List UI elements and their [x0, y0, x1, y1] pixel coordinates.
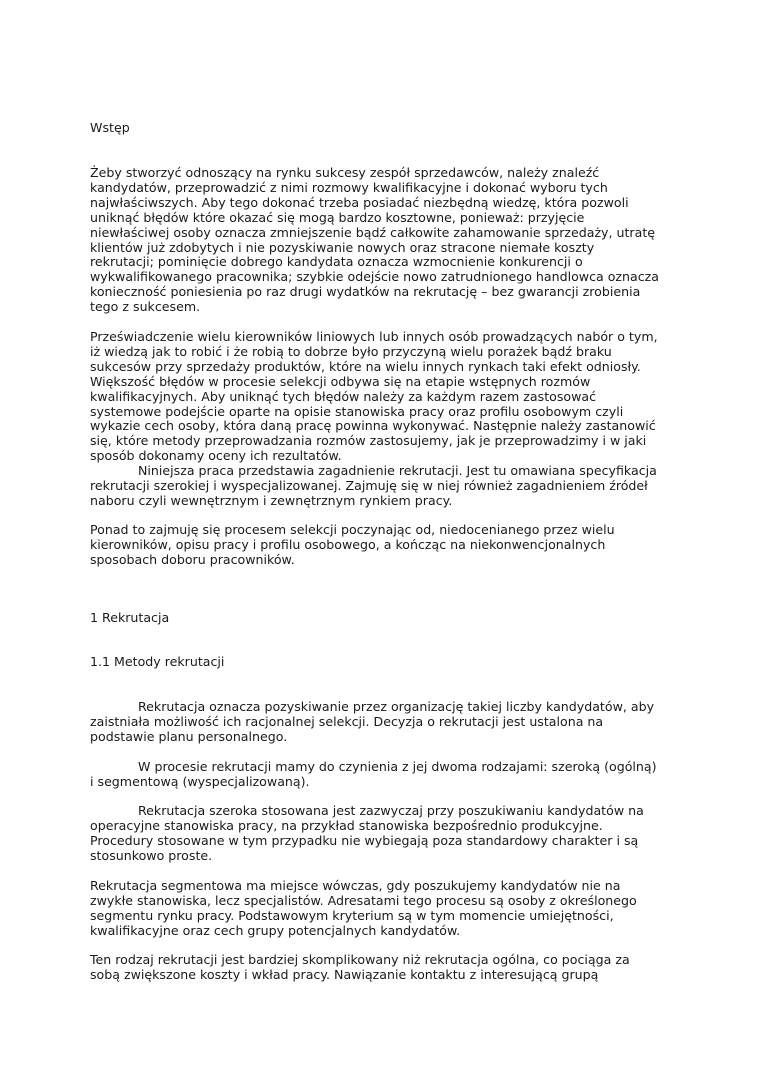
section-heading: 1 Rekrutacja [90, 610, 170, 625]
intro-heading: Wstęp [90, 120, 130, 135]
section-paragraph-5: Ten rodzaj rekrutacji jest bardziej skomplikowany niż rekrutacja ogólna, co pociąga za sobą zwiększone koszty i wkład pracy. Nawiązanie kontaktu z interesującą grupą [90, 952, 630, 982]
section-paragraph-4: Rekrutacja segmentowa ma miejsce wówczas, gdy poszukujemy kandydatów nie na zwykłe stanowiska, lecz specjalistów. Adresatami tego procesu są osoby z określonego segmentu rynku pracy. Podstawowym kryterium są w tym momencie umiejętności, kwalifikacyjne oraz cech grupy potencjalnych kandydatów. [90, 878, 637, 938]
intro-paragraph-2: Przeświadczenie wielu kierowników liniowych lub innych osób prowadzących nabór o tym, iż wiedzą jak to robić i że robią to dobrze było przyczyną wielu porażek bądź braku sukcesów przy sprzedaży produktów, które na wielu innych rynkach taki efekt odniosły. Większość błędów w procesie selekcji odbywa się na etapie wstępnych rozmów kwalifikacyjnych. Aby uniknąć tych błędów należy za każdym razem zastosować systemowe podejście oparte na opisie stanowiska pracy oraz profilu osobowym czyli wykazie cech osoby, która daną pracę powinna wykonywać. Następnie należy zastanowić się, które metody przeprowadzania rozmów zastosujemy, jak je przeprowadzimy i w jaki sposób dokonamy oceny ich rezultatów. [90, 329, 658, 464]
intro-paragraph-3: Niniejsza praca przedstawia zagadnienie rekrutacji. Jest tu omawiana specyfikacja rekrutacji szerokiej i wyspecjalizowanej. Zajmuję się w niej również zagadnieniem źródeł naboru czyli wewnętrznym i zewnętrznym rynkiem pracy. [90, 463, 657, 508]
intro-paragraph-4: Ponad to zajmuję się procesem selekcji poczynając od, niedocenianego przez wielu kierowników, opisu pracy i profilu osobowego, a kończąc na niekonwencjonalnych sposobach doboru pracowników. [90, 522, 615, 567]
intro-paragraph-1: Żeby stworzyć odnoszący na rynku sukcesy zespół sprzedawców, należy znaleźć kandydatów, przeprowadzić z nimi rozmowy kwalifikacyjne i dokonać wyboru tych najwłaściwszych. Aby tego dokonać trzeba posiadać niezbędną wiedzę, która pozwoli uniknąć błędów które okazać się mogą bardzo kosztowne, ponieważ: przyjęcie niewłaściwej osoby oznacza zmniejszenie bądź całkowite zahamowanie sprzedaży, utratę klientów już zdobytych i nie pozyskiwanie nowych oraz stracone niemałe koszty rekrutacji; pominięcie dobrego kandydata oznacza wzmocnienie konkurencji o wykwalifikowanego pracownika; szybkie odejście nowo zatrudnionego handlowca oznacza konieczność poniesienia po raz drugi wydatków na rekrutację – bez gwarancji zrobienia tego z sukcesem. [90, 165, 659, 315]
section-paragraph-2: W procesie rekrutacji mamy do czynienia z jej dwoma rodzajami: szeroką (ogólną) i segmentową (wyspecjalizowaną). [90, 759, 657, 789]
section-paragraph-3: Rekrutacja szeroka stosowana jest zazwyczaj przy poszukiwaniu kandydatów na operacyjne stanowiska pracy, na przykład stanowiska bezpośrednio produkcyjne. Procedury stosowane w tym przypadku nie wybiegają poza standardowy charakter i są stosunkowo proste. [90, 803, 644, 863]
section-paragraph-1: Rekrutacja oznacza pozyskiwanie przez organizację takiej liczby kandydatów, aby zaistniała możliwość ich racjonalnej selekcji. Decyzja o rekrutacji jest ustalona na podstawie planu personalnego. [90, 699, 655, 744]
subsection-heading: 1.1 Metody rekrutacji [90, 654, 225, 669]
